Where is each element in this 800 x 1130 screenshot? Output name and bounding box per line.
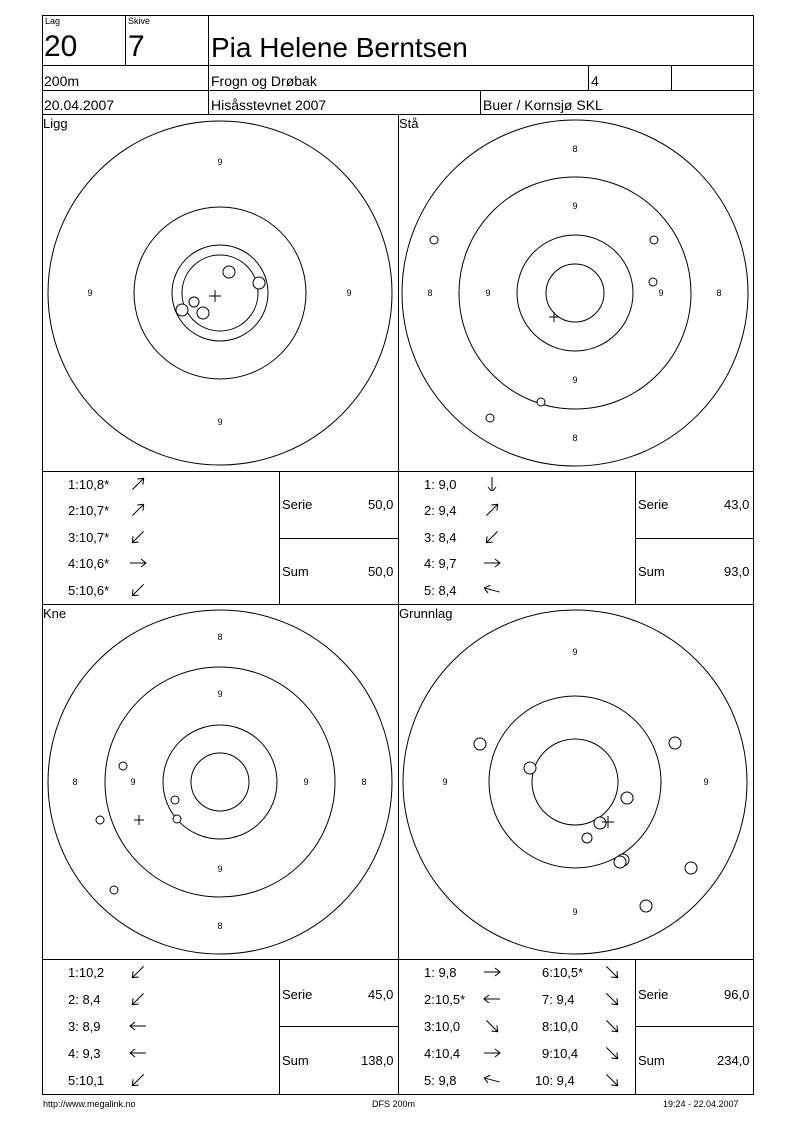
ring-number: 9	[442, 777, 448, 787]
shot-hole	[96, 816, 104, 824]
shot-direction-arrow	[482, 583, 502, 597]
shot-hole	[474, 738, 486, 750]
shot-score: 1: 9,0	[424, 477, 457, 492]
shot-hole	[197, 307, 209, 319]
date: 20.04.2007	[44, 97, 115, 113]
shot-direction-arrow	[482, 1073, 502, 1087]
shot-hole	[430, 236, 438, 244]
center-cross	[209, 290, 221, 302]
shot-direction-arrow	[482, 477, 502, 491]
serie-value: 96,0	[724, 987, 750, 1002]
sum-value: 234,0	[717, 1053, 750, 1068]
shot-score: 1: 9,8	[424, 965, 457, 980]
footer-url[interactable]: http://www.megalink.no	[43, 1099, 136, 1109]
ring-number: 9	[658, 288, 664, 298]
shot-direction-arrow	[128, 530, 148, 544]
shot-direction-arrow	[602, 1073, 622, 1087]
shot-direction-arrow	[128, 1073, 148, 1087]
shot-direction-arrow	[128, 503, 148, 517]
shot-hole	[621, 792, 633, 804]
ring-number: 9	[217, 864, 223, 874]
club: Frogn og Drøbak	[211, 73, 317, 89]
target-ligg	[43, 116, 398, 471]
target-ring	[105, 667, 335, 897]
shot-direction-arrow	[128, 965, 148, 979]
shot-score: 5:10,6*	[68, 583, 110, 598]
serie-label: Serie	[638, 497, 669, 512]
shot-direction-arrow	[482, 530, 502, 544]
shot-direction-arrow	[128, 583, 148, 597]
shot-hole	[173, 815, 181, 823]
ring-number: 9	[572, 375, 578, 385]
serie-label: Serie	[282, 987, 313, 1002]
ring-number: 9	[217, 689, 223, 699]
ring-number: 8	[217, 921, 223, 931]
shot-direction-arrow	[128, 992, 148, 1006]
target-ring	[517, 235, 633, 351]
shot-direction-arrow	[482, 1046, 502, 1060]
shot-score: 5: 8,4	[424, 583, 457, 598]
ring-number: 9	[572, 201, 578, 211]
ring-number: 9	[87, 288, 93, 298]
shot-hole	[171, 796, 179, 804]
sum-value: 93,0	[724, 564, 750, 579]
shot-score: 4: 9,7	[424, 556, 457, 571]
serie-value: 43,0	[724, 497, 750, 512]
shot-score: 5:10,1	[68, 1073, 105, 1088]
shot-score: 7: 9,4	[542, 992, 575, 1007]
sum-value: 138,0	[361, 1053, 394, 1068]
skive-label: Skive	[128, 16, 151, 26]
serie-value: 45,0	[368, 987, 394, 1002]
target-ring	[532, 739, 618, 825]
shot-score: 10: 9,4	[535, 1073, 575, 1088]
shot-direction-arrow	[128, 1019, 148, 1033]
shot-score: 4:10,4	[424, 1046, 461, 1061]
shot-score: 2:10,5*	[424, 992, 466, 1007]
shot-hole	[640, 900, 652, 912]
ring-number: 9	[130, 777, 136, 787]
sum-label: Sum	[638, 1053, 665, 1068]
lag-label: Lag	[45, 16, 61, 26]
serie-label: Serie	[638, 987, 669, 1002]
shot-direction-arrow	[482, 1019, 502, 1033]
serie-label: Serie	[282, 497, 313, 512]
serie-value: 50,0	[368, 497, 394, 512]
ring-number: 8	[716, 288, 722, 298]
ring-number: 9	[572, 907, 578, 917]
event: Hisåsstevnet 2007	[211, 97, 327, 113]
shot-direction-arrow	[602, 1019, 622, 1033]
distance: 200m	[44, 73, 80, 89]
shot-hole	[189, 297, 199, 307]
shot-hole	[650, 236, 658, 244]
shot-direction-arrow	[128, 477, 148, 491]
shot-score: 6:10,5*	[542, 965, 584, 980]
target-ring	[489, 696, 661, 868]
panel-title-sta: Stå	[399, 116, 419, 131]
sum-label: Sum	[282, 564, 309, 579]
shot-score: 2: 8,4	[68, 992, 101, 1007]
footer-timestamp: 19:24 - 22.04.2007	[663, 1099, 739, 1109]
target-ring	[48, 610, 392, 954]
target-ring	[172, 245, 268, 341]
shot-direction-arrow	[482, 556, 502, 570]
ring-number: 8	[72, 777, 78, 787]
ring-number: 9	[217, 417, 223, 427]
shot-hole	[582, 833, 592, 843]
ring-number: 8	[361, 777, 367, 787]
shot-direction-arrow	[602, 965, 622, 979]
shot-score: 8:10,0	[542, 1019, 579, 1034]
shot-hole	[685, 862, 697, 874]
sum-label: Sum	[638, 564, 665, 579]
panel-title-grunnlag: Grunnlag	[399, 606, 453, 621]
target-ring	[182, 255, 258, 331]
shot-score: 9:10,4	[542, 1046, 579, 1061]
shot-score: 3: 8,9	[68, 1019, 101, 1034]
shot-hole	[537, 398, 545, 406]
shot-direction-arrow	[128, 556, 148, 570]
range: Buer / Kornsjø SKL	[483, 97, 603, 113]
shot-hole	[524, 762, 536, 774]
shot-score: 5: 9,8	[424, 1073, 457, 1088]
target-ring	[191, 753, 249, 811]
sum-label: Sum	[282, 1053, 309, 1068]
shot-direction-arrow	[602, 992, 622, 1006]
shot-score: 2:10,7*	[68, 503, 110, 518]
shot-hole	[669, 737, 681, 749]
footer-discipline: DFS 200m	[372, 1099, 416, 1109]
target-ring	[403, 610, 747, 954]
target-ring	[48, 121, 392, 465]
ring-number: 9	[346, 288, 352, 298]
target-grunnlag	[399, 605, 754, 959]
ring-number: 8	[217, 632, 223, 642]
target-sta	[399, 116, 754, 471]
shot-score: 4: 9,3	[68, 1046, 101, 1061]
center-cross	[134, 815, 144, 825]
shot-direction-arrow	[128, 1046, 148, 1060]
shot-score: 3:10,0	[424, 1019, 461, 1034]
shooter-name: Pia Helene Berntsen	[211, 32, 468, 63]
center-cross	[549, 312, 559, 322]
shot-score: 2: 9,4	[424, 503, 457, 518]
shot-score: 3:10,7*	[68, 530, 110, 545]
target-ring	[402, 120, 748, 466]
ring-number: 8	[572, 144, 578, 154]
shot-hole	[110, 886, 118, 894]
shot-direction-arrow	[482, 992, 502, 1006]
ring-number: 9	[217, 157, 223, 167]
ring-number: 9	[303, 777, 309, 787]
class: 4	[591, 73, 599, 89]
target-ring	[546, 264, 604, 322]
ring-number: 8	[427, 288, 433, 298]
shot-hole	[486, 414, 494, 422]
shot-hole	[119, 762, 127, 770]
lag-value: 20	[44, 30, 78, 63]
ring-number: 9	[572, 647, 578, 657]
shot-direction-arrow	[602, 1046, 622, 1060]
shot-direction-arrow	[482, 965, 502, 979]
panel-title-ligg: Ligg	[43, 116, 68, 131]
ring-number: 9	[703, 777, 709, 787]
shot-direction-arrow	[482, 503, 502, 517]
shot-hole	[649, 278, 657, 286]
target-ring	[134, 207, 306, 379]
target-kne	[43, 605, 398, 959]
shot-hole	[176, 304, 188, 316]
shot-score: 1:10,2	[68, 965, 105, 980]
skive-value: 7	[128, 30, 145, 63]
ring-number: 8	[572, 433, 578, 443]
shot-score: 1:10,8*	[68, 477, 110, 492]
panel-title-kne: Kne	[43, 606, 67, 621]
shot-score: 3: 8,4	[424, 530, 457, 545]
shot-hole	[253, 277, 265, 289]
shot-hole	[223, 266, 235, 278]
ring-number: 9	[485, 288, 491, 298]
shot-hole	[614, 856, 626, 868]
shot-hole	[594, 817, 606, 829]
shot-score: 4:10,6*	[68, 556, 110, 571]
sum-value: 50,0	[368, 564, 394, 579]
